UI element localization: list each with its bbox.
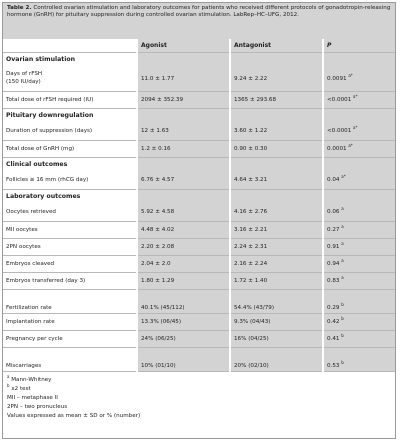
agonist-cell: 10% (01/10) [137, 347, 230, 371]
row-label: Pregnancy per cycle [6, 335, 63, 342]
header-p-text: P [327, 41, 332, 49]
table-caption [3, 3, 395, 39]
row-label-cell [3, 172, 137, 189]
row-label-cell [3, 272, 137, 289]
agonist-cell: 12 ± 1.63 [137, 123, 230, 140]
p-value-footnote-mark: a [341, 274, 344, 280]
p-value: 0.29 [327, 304, 340, 311]
row-label: Embryos transferred (day 3) [6, 277, 86, 284]
p-value-cell [323, 347, 395, 371]
row-label: Embryos cleaved [6, 260, 55, 267]
antagonist-cell: 2.16 ± 2.24 [230, 255, 323, 272]
row-label: 2PN oocytes [6, 243, 41, 250]
p-value-footnote-mark: b [341, 332, 344, 338]
footnote-text: MII – metaphase II [7, 394, 58, 401]
p-value-cell [323, 255, 395, 272]
row-label: Follicles ≥ 16 mm (rhCG day) [6, 177, 89, 184]
agonist-cell: 2.04 ± 2.0 [137, 255, 230, 272]
row-label-cell [3, 140, 137, 157]
p-value-cell [323, 238, 395, 255]
agonist-cell: 2.20 ± 2.08 [137, 238, 230, 255]
antagonist-cell: 9.3% (04/43) [230, 313, 323, 330]
section-blank-cell [323, 108, 395, 123]
table-row [3, 330, 395, 347]
p-value: 0.83 [327, 277, 340, 284]
table-row [3, 123, 395, 140]
row-label-cell [3, 238, 137, 255]
section-header-row [3, 157, 395, 172]
table-row [3, 272, 395, 289]
p-value-footnote-mark: a [341, 257, 344, 263]
section-title: Ovarian stimulation [6, 56, 76, 64]
footnote-line [7, 403, 391, 412]
table-row [3, 91, 395, 108]
table-row [3, 238, 395, 255]
p-value-footnote-mark: a [341, 240, 344, 246]
section-header-row [3, 52, 395, 67]
header-cell-label [3, 39, 137, 52]
p-value: 0.0001 [327, 145, 347, 152]
antagonist-cell: 20% (02/10) [230, 347, 323, 371]
header-cell-p [323, 39, 395, 52]
row-label: Days of rFSH [6, 71, 43, 78]
row-label-cell [3, 204, 137, 221]
row-label-cell [3, 330, 137, 347]
section-header-row [3, 108, 395, 123]
section-header-row [3, 189, 395, 204]
footnote-line [7, 394, 391, 403]
p-value-footnote-mark: a* [353, 93, 358, 99]
agonist-cell: 2094 ± 352.39 [137, 91, 230, 108]
p-value-footnote-mark: b [341, 301, 344, 307]
p-value-cell [323, 289, 395, 313]
section-blank-cell [137, 52, 230, 67]
footnote-text: Values expressed as mean ± SD or % (number) [7, 413, 141, 420]
row-label-cell [3, 347, 137, 371]
section-blank-cell [137, 157, 230, 172]
footnote-text: 2PN – two pronucleus [7, 404, 68, 411]
row-label-cell [3, 255, 137, 272]
row-label: Total dose of rFSH required (IU) [6, 96, 94, 103]
section-blank-cell [137, 108, 230, 123]
row-label: MII oocytes [6, 226, 38, 233]
row-label-cell [3, 289, 137, 313]
antagonist-cell: 1365 ± 293.68 [230, 91, 323, 108]
row-label-cell [3, 91, 137, 108]
p-value: 0.42 [327, 318, 340, 325]
section-blank-cell [230, 52, 323, 67]
section-title: Pituitary downregulation [6, 112, 94, 120]
row-label: Oocytes retrieved [6, 209, 56, 216]
p-value: 0.06 [327, 209, 340, 216]
row-label-cell [3, 67, 137, 91]
row-label: Implantation rate [6, 318, 55, 325]
p-value-footnote-mark: a* [353, 125, 358, 131]
footnote-line [7, 412, 391, 421]
footnote-text: x2 test [9, 385, 31, 392]
p-value-cell [323, 172, 395, 189]
header-cell-agonist: Agonist [137, 39, 230, 52]
table-row [3, 140, 395, 157]
p-value: <0.0001 [327, 128, 352, 135]
footnote-text: Mann-Whitney [9, 376, 52, 383]
table-row [3, 289, 395, 313]
p-value-footnote-mark: a* [348, 142, 353, 148]
row-label: Duration of suppression (days) [6, 128, 93, 135]
p-value-footnote-mark: a* [341, 174, 346, 180]
p-value-footnote-mark: a [341, 223, 344, 229]
section-blank-cell [230, 157, 323, 172]
agonist-cell: 6.76 ± 4.57 [137, 172, 230, 189]
row-label-cell [3, 123, 137, 140]
p-value-cell [323, 67, 395, 91]
p-value: 0.27 [327, 226, 340, 233]
antagonist-cell: 1.72 ± 1.40 [230, 272, 323, 289]
agonist-cell: 5.92 ± 4.58 [137, 204, 230, 221]
row-label: Total dose of GnRH (mg) [6, 145, 75, 152]
antagonist-cell: 9.24 ± 2.22 [230, 67, 323, 91]
p-value: 0.0091 [327, 75, 347, 82]
p-value-cell [323, 330, 395, 347]
antagonist-cell: 2.24 ± 2.31 [230, 238, 323, 255]
antagonist-cell: 3.16 ± 2.21 [230, 221, 323, 238]
section-blank-cell [323, 52, 395, 67]
section-title: Laboratory outcomes [6, 193, 81, 201]
table-row [3, 172, 395, 189]
p-value-footnote-mark: a* [348, 72, 353, 78]
p-value-cell [323, 123, 395, 140]
row-label-sub: (150 IU/day) [6, 78, 41, 85]
p-value-cell [323, 91, 395, 108]
agonist-cell: 1.80 ± 1.29 [137, 272, 230, 289]
footnote-line [7, 373, 391, 385]
p-value-cell [323, 313, 395, 330]
table-row [3, 204, 395, 221]
p-value-cell [323, 272, 395, 289]
p-value: 0.94 [327, 260, 340, 267]
caption-label: Table 2. [7, 5, 32, 11]
antagonist-cell: 4.16 ± 2.76 [230, 204, 323, 221]
table-row [3, 313, 395, 330]
table-header-row [3, 39, 395, 52]
p-value-cell [323, 140, 395, 157]
p-value: 0.41 [327, 335, 340, 342]
table-row [3, 347, 395, 371]
section-blank-cell [230, 189, 323, 204]
p-value-footnote-mark: b [341, 315, 344, 321]
row-label: Miscarriages [6, 362, 42, 369]
table-row [3, 67, 395, 91]
caption-text: Controlled ovarian stimulation and laboratory outcomes for patients who received different protocols of gonadotropin-releasing hormone (GnRH) for pituitary suppression during controlled ovarian stimulation. LabRep–HC–UFG, 2012. [7, 5, 391, 19]
antagonist-cell: 4.64 ± 3.21 [230, 172, 323, 189]
table-footnotes [3, 372, 395, 422]
antagonist-cell: 3.60 ± 1.22 [230, 123, 323, 140]
p-value-footnote-mark: a [341, 206, 344, 212]
agonist-cell: 13.3% (06/45) [137, 313, 230, 330]
antagonist-cell: 16% (04/25) [230, 330, 323, 347]
footnote-mark: a [7, 373, 10, 379]
p-value-cell [323, 204, 395, 221]
footnote-line [7, 382, 391, 394]
agonist-cell: 11.0 ± 1.77 [137, 67, 230, 91]
results-table [3, 39, 395, 372]
table-body [3, 39, 395, 371]
footnote-mark: b [7, 382, 10, 388]
section-blank-cell [323, 189, 395, 204]
agonist-cell: 40.1% (45/112) [137, 289, 230, 313]
agonist-cell: 4.48 ± 4.02 [137, 221, 230, 238]
p-value: 0.04 [327, 177, 340, 184]
section-blank-cell [323, 157, 395, 172]
antagonist-cell: 0.90 ± 0.30 [230, 140, 323, 157]
row-label-cell [3, 313, 137, 330]
section-blank-cell [137, 189, 230, 204]
agonist-cell: 1.2 ± 0.16 [137, 140, 230, 157]
table-row [3, 221, 395, 238]
p-value: 0.53 [327, 362, 340, 369]
row-label: Fertilization rate [6, 304, 52, 311]
p-value: <0.0001 [327, 96, 352, 103]
table-frame [2, 2, 396, 439]
header-cell-antagonist: Antagonist [230, 39, 323, 52]
p-value-footnote-mark: b [341, 359, 344, 365]
table-row [3, 255, 395, 272]
agonist-cell: 24% (06/25) [137, 330, 230, 347]
row-label-cell [3, 221, 137, 238]
p-value-cell [323, 221, 395, 238]
p-value: 0.91 [327, 243, 340, 250]
antagonist-cell: 54.4% (43/79) [230, 289, 323, 313]
section-blank-cell [230, 108, 323, 123]
section-title: Clinical outcomes [6, 161, 68, 169]
